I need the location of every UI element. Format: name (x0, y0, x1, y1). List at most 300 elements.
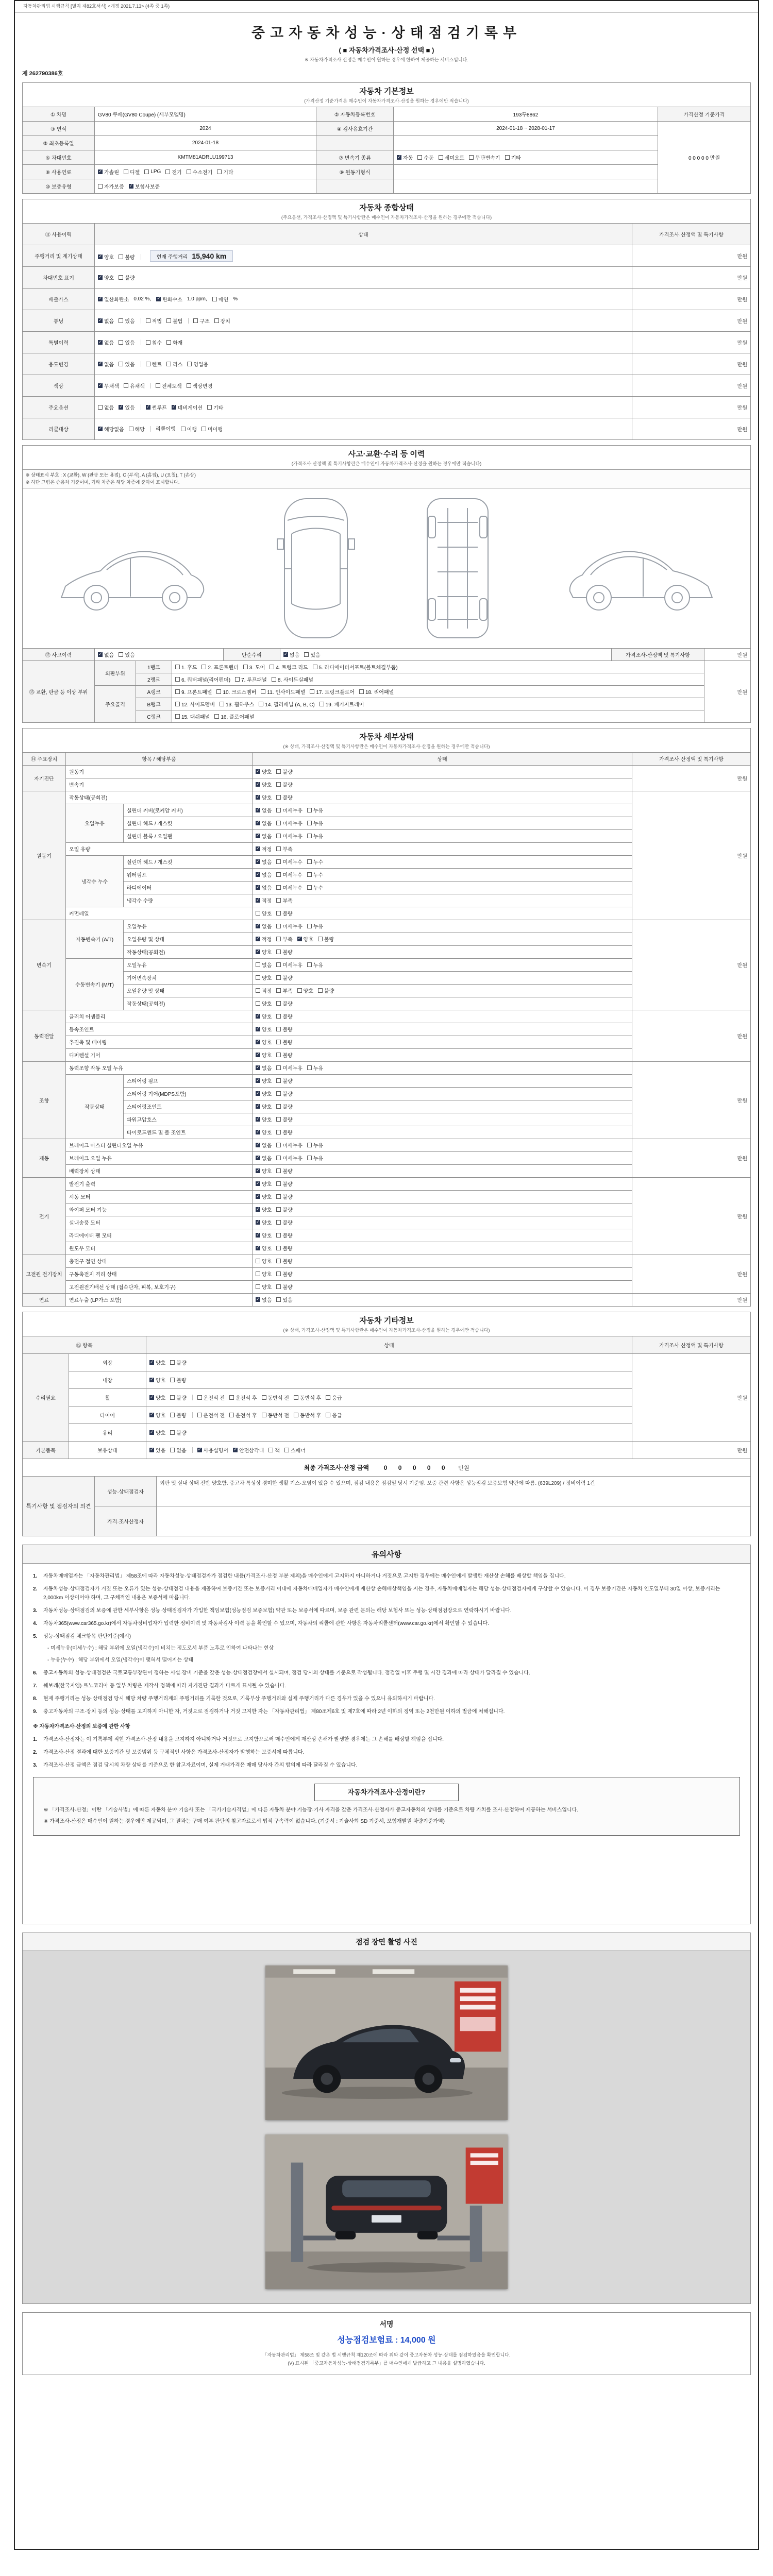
checkbox-option[interactable] (170, 1394, 186, 1401)
checkbox-option[interactable] (256, 1154, 272, 1162)
checkbox-option[interactable] (276, 1218, 292, 1226)
checkbox-option[interactable] (276, 1167, 292, 1175)
checkbox-box[interactable] (256, 1297, 260, 1302)
checkbox-box[interactable] (119, 405, 123, 410)
checkbox-box[interactable] (256, 988, 260, 993)
checkbox-option[interactable] (276, 819, 303, 827)
checkbox-box[interactable] (256, 859, 260, 864)
checkbox-box[interactable] (212, 297, 217, 301)
checkbox-box[interactable] (98, 170, 103, 174)
checkbox-option[interactable] (294, 1411, 321, 1419)
checkbox-option[interactable] (170, 1429, 186, 1436)
checkbox-option[interactable] (256, 768, 272, 775)
checkbox-option[interactable] (307, 961, 323, 969)
checkbox-box[interactable] (276, 1246, 281, 1250)
checkbox-box[interactable] (276, 821, 281, 825)
checkbox-option[interactable] (119, 651, 135, 658)
checkbox-box[interactable] (98, 383, 103, 388)
checkbox-option[interactable] (276, 1270, 292, 1278)
checkbox-option[interactable] (307, 858, 323, 866)
checkbox-option[interactable] (256, 961, 272, 969)
checkbox-option[interactable] (256, 1244, 272, 1252)
checkbox-box[interactable] (276, 1181, 281, 1186)
checkbox-box[interactable] (98, 427, 103, 431)
checkbox-option[interactable] (307, 832, 323, 840)
checkbox-box[interactable] (214, 714, 219, 719)
checkbox-box[interactable] (304, 652, 309, 657)
checkbox-option[interactable] (172, 403, 203, 411)
checkbox-option[interactable] (98, 425, 124, 433)
checkbox-option[interactable] (469, 154, 500, 161)
checkbox-box[interactable] (229, 1413, 234, 1417)
checkbox-box[interactable] (326, 1413, 330, 1417)
checkbox-option[interactable] (149, 1359, 165, 1366)
checkbox-option[interactable] (214, 713, 254, 720)
checkbox-option[interactable] (170, 1359, 186, 1366)
checkbox-option[interactable] (256, 1103, 272, 1110)
checkbox-option[interactable] (256, 832, 272, 840)
checkbox-box[interactable] (276, 1233, 281, 1238)
checkbox-box[interactable] (256, 872, 260, 877)
checkbox-box[interactable] (256, 795, 260, 800)
checkbox-option[interactable] (262, 1411, 289, 1419)
checkbox-option[interactable] (276, 832, 303, 840)
checkbox-option[interactable] (310, 688, 355, 696)
checkbox-option[interactable] (276, 884, 303, 891)
checkbox-box[interactable] (276, 1014, 281, 1019)
checkbox-box[interactable] (187, 362, 192, 366)
checkbox-option[interactable] (256, 858, 272, 866)
checkbox-box[interactable] (307, 885, 312, 890)
checkbox-option[interactable] (307, 819, 323, 827)
checkbox-option[interactable] (256, 974, 272, 981)
checkbox-option[interactable] (144, 169, 161, 175)
checkbox-box[interactable] (256, 1091, 260, 1096)
checkbox-option[interactable] (166, 338, 182, 346)
checkbox-option[interactable] (217, 168, 233, 176)
checkbox-box[interactable] (98, 652, 103, 657)
checkbox-box[interactable] (261, 689, 265, 694)
checkbox-box[interactable] (276, 1078, 281, 1083)
checkbox-box[interactable] (256, 1259, 260, 1263)
checkbox-box[interactable] (98, 340, 103, 345)
checkbox-box[interactable] (129, 184, 133, 189)
checkbox-option[interactable] (318, 935, 334, 943)
checkbox-box[interactable] (276, 1284, 281, 1289)
checkbox-box[interactable] (201, 665, 206, 669)
checkbox-option[interactable] (212, 295, 228, 303)
checkbox-box[interactable] (170, 1395, 175, 1400)
checkbox-box[interactable] (307, 859, 312, 864)
checkbox-box[interactable] (170, 1448, 175, 1452)
checkbox-box[interactable] (276, 1040, 281, 1044)
checkbox-box[interactable] (256, 885, 260, 890)
checkbox-box[interactable] (256, 1156, 260, 1160)
checkbox-box[interactable] (256, 821, 260, 825)
checkbox-box[interactable] (149, 1413, 154, 1417)
checkbox-box[interactable] (320, 702, 324, 706)
checkbox-box[interactable] (276, 846, 281, 851)
checkbox-box[interactable] (149, 1448, 154, 1452)
checkbox-option[interactable] (256, 793, 272, 801)
checkbox-box[interactable] (505, 155, 510, 160)
checkbox-box[interactable] (276, 1065, 281, 1070)
checkbox-box[interactable] (256, 911, 260, 916)
checkbox-box[interactable] (318, 988, 323, 993)
checkbox-option[interactable] (119, 338, 135, 346)
checkbox-option[interactable] (187, 168, 213, 176)
checkbox-box[interactable] (276, 1297, 281, 1302)
checkbox-box[interactable] (256, 1194, 260, 1199)
checkbox-option[interactable] (326, 1394, 342, 1401)
checkbox-box[interactable] (98, 255, 103, 259)
checkbox-option[interactable] (256, 999, 272, 1007)
checkbox-box[interactable] (197, 1395, 202, 1400)
checkbox-box[interactable] (175, 702, 180, 706)
checkbox-box[interactable] (297, 937, 302, 941)
checkbox-box[interactable] (262, 1413, 266, 1417)
checkbox-box[interactable] (270, 665, 274, 669)
checkbox-box[interactable] (119, 255, 123, 259)
checkbox-box[interactable] (256, 1078, 260, 1083)
checkbox-box[interactable] (256, 1284, 260, 1289)
checkbox-box[interactable] (175, 689, 180, 694)
checkbox-option[interactable] (256, 1051, 272, 1059)
checkbox-option[interactable] (256, 1296, 272, 1303)
checkbox-option[interactable] (166, 317, 182, 325)
checkbox-option[interactable] (197, 1411, 225, 1419)
checkbox-box[interactable] (276, 962, 281, 967)
checkbox-box[interactable] (256, 769, 260, 774)
checkbox-option[interactable] (235, 675, 267, 683)
checkbox-option[interactable] (439, 154, 465, 161)
checkbox-option[interactable] (256, 1012, 272, 1020)
checkbox-box[interactable] (220, 702, 224, 706)
checkbox-option[interactable] (307, 884, 323, 891)
checkbox-box[interactable] (124, 170, 128, 174)
checkbox-option[interactable] (214, 317, 230, 325)
checkbox-box[interactable] (172, 405, 176, 410)
checkbox-option[interactable] (307, 922, 323, 930)
checkbox-option[interactable] (187, 382, 213, 389)
checkbox-box[interactable] (276, 1207, 281, 1212)
checkbox-option[interactable] (256, 1283, 272, 1291)
checkbox-option[interactable] (313, 663, 398, 671)
checkbox-option[interactable] (283, 651, 299, 658)
checkbox-option[interactable] (294, 1394, 321, 1401)
checkbox-option[interactable] (276, 1090, 292, 1097)
checkbox-box[interactable] (197, 1448, 202, 1452)
checkbox-option[interactable] (276, 1283, 292, 1291)
checkbox-option[interactable] (397, 154, 413, 161)
checkbox-box[interactable] (439, 155, 443, 160)
checkbox-box[interactable] (229, 1395, 234, 1400)
checkbox-option[interactable] (276, 1025, 292, 1033)
checkbox-box[interactable] (276, 937, 281, 941)
checkbox-box[interactable] (235, 677, 240, 682)
checkbox-box[interactable] (276, 1156, 281, 1160)
checkbox-option[interactable] (256, 845, 272, 853)
checkbox-box[interactable] (146, 362, 150, 366)
checkbox-option[interactable] (207, 403, 223, 411)
checkbox-option[interactable] (256, 1231, 272, 1239)
checkbox-option[interactable] (307, 1141, 323, 1149)
checkbox-box[interactable] (256, 1130, 260, 1134)
checkbox-box[interactable] (276, 769, 281, 774)
checkbox-option[interactable] (256, 948, 272, 956)
checkbox-box[interactable] (98, 318, 103, 323)
checkbox-box[interactable] (166, 362, 171, 366)
checkbox-option[interactable] (276, 1154, 303, 1162)
checkbox-option[interactable] (98, 274, 114, 281)
checkbox-option[interactable] (256, 922, 272, 930)
checkbox-box[interactable] (156, 383, 160, 388)
checkbox-box[interactable] (156, 297, 161, 301)
checkbox-option[interactable] (193, 317, 209, 325)
checkbox-box[interactable] (256, 1272, 260, 1276)
checkbox-box[interactable] (256, 846, 260, 851)
checkbox-box[interactable] (181, 427, 186, 431)
checkbox-box[interactable] (119, 275, 123, 280)
checkbox-box[interactable] (256, 950, 260, 954)
checkbox-box[interactable] (144, 170, 149, 174)
checkbox-box[interactable] (276, 1117, 281, 1122)
checkbox-option[interactable] (276, 896, 292, 904)
checkbox-option[interactable] (175, 700, 215, 708)
checkbox-box[interactable] (276, 1220, 281, 1225)
checkbox-option[interactable] (256, 806, 272, 814)
checkbox-box[interactable] (98, 405, 103, 410)
checkbox-box[interactable] (359, 689, 364, 694)
checkbox-option[interactable] (165, 168, 181, 176)
checkbox-box[interactable] (256, 1053, 260, 1057)
checkbox-box[interactable] (276, 1272, 281, 1276)
checkbox-option[interactable] (175, 713, 210, 720)
checkbox-option[interactable] (98, 360, 114, 368)
checkbox-box[interactable] (318, 937, 323, 941)
checkbox-option[interactable] (98, 651, 114, 658)
checkbox-option[interactable] (149, 1411, 165, 1419)
checkbox-option[interactable] (149, 1394, 165, 1401)
checkbox-box[interactable] (217, 170, 222, 174)
checkbox-option[interactable] (307, 806, 323, 814)
checkbox-option[interactable] (261, 688, 305, 696)
checkbox-box[interactable] (216, 689, 221, 694)
checkbox-option[interactable] (276, 768, 292, 775)
checkbox-box[interactable] (256, 1143, 260, 1147)
checkbox-box[interactable] (98, 362, 103, 366)
checkbox-option[interactable] (276, 781, 292, 788)
checkbox-option[interactable] (304, 651, 320, 658)
checkbox-box[interactable] (256, 1027, 260, 1031)
checkbox-option[interactable] (276, 935, 292, 943)
checkbox-box[interactable] (276, 859, 281, 864)
checkbox-box[interactable] (397, 155, 401, 160)
checkbox-box[interactable] (256, 898, 260, 903)
checkbox-option[interactable] (320, 700, 364, 708)
checkbox-box[interactable] (276, 898, 281, 903)
checkbox-option[interactable] (272, 675, 313, 683)
checkbox-option[interactable] (124, 382, 145, 389)
checkbox-box[interactable] (307, 1065, 312, 1070)
checkbox-box[interactable] (313, 665, 317, 669)
checkbox-box[interactable] (256, 1207, 260, 1212)
checkbox-option[interactable] (276, 871, 303, 878)
checkbox-option[interactable] (276, 806, 303, 814)
checkbox-box[interactable] (272, 677, 276, 682)
checkbox-option[interactable] (256, 1077, 272, 1084)
checkbox-box[interactable] (166, 318, 171, 323)
checkbox-box[interactable] (256, 937, 260, 941)
checkbox-box[interactable] (119, 362, 123, 366)
checkbox-box[interactable] (294, 1413, 298, 1417)
checkbox-box[interactable] (243, 665, 248, 669)
checkbox-box[interactable] (256, 1065, 260, 1070)
checkbox-box[interactable] (149, 1395, 154, 1400)
checkbox-option[interactable] (129, 425, 145, 433)
checkbox-option[interactable] (276, 1193, 292, 1200)
checkbox-box[interactable] (276, 950, 281, 954)
checkbox-option[interactable] (276, 999, 292, 1007)
checkbox-option[interactable] (276, 948, 292, 956)
checkbox-box[interactable] (149, 1360, 154, 1365)
checkbox-option[interactable] (505, 154, 521, 161)
checkbox-box[interactable] (256, 834, 260, 838)
checkbox-option[interactable] (276, 1064, 303, 1072)
checkbox-option[interactable] (276, 922, 303, 930)
checkbox-option[interactable] (220, 700, 254, 708)
checkbox-option[interactable] (256, 1115, 272, 1123)
checkbox-option[interactable] (201, 663, 238, 671)
checkbox-option[interactable] (256, 1218, 272, 1226)
checkbox-option[interactable] (98, 338, 114, 346)
checkbox-option[interactable] (197, 1394, 225, 1401)
checkbox-box[interactable] (262, 1395, 266, 1400)
checkbox-option[interactable] (276, 845, 292, 853)
checkbox-box[interactable] (276, 924, 281, 928)
checkbox-box[interactable] (124, 383, 128, 388)
checkbox-option[interactable] (170, 1376, 186, 1384)
checkbox-box[interactable] (276, 1053, 281, 1057)
checkbox-option[interactable] (201, 425, 223, 433)
checkbox-option[interactable] (256, 896, 272, 904)
checkbox-option[interactable] (284, 1446, 306, 1454)
checkbox-box[interactable] (256, 1233, 260, 1238)
checkbox-box[interactable] (276, 1143, 281, 1147)
checkbox-option[interactable] (119, 274, 135, 281)
checkbox-box[interactable] (256, 962, 260, 967)
checkbox-option[interactable] (149, 1446, 165, 1454)
checkbox-option[interactable] (187, 360, 208, 368)
checkbox-option[interactable] (256, 1038, 272, 1046)
checkbox-option[interactable] (276, 1141, 303, 1149)
checkbox-option[interactable] (270, 663, 308, 671)
checkbox-box[interactable] (214, 318, 219, 323)
checkbox-option[interactable] (98, 295, 129, 303)
checkbox-option[interactable] (276, 974, 292, 981)
checkbox-box[interactable] (175, 677, 180, 682)
checkbox-box[interactable] (276, 1091, 281, 1096)
checkbox-option[interactable] (318, 987, 334, 994)
checkbox-box[interactable] (256, 808, 260, 812)
checkbox-box[interactable] (98, 297, 103, 301)
checkbox-option[interactable] (276, 1051, 292, 1059)
checkbox-box[interactable] (307, 962, 312, 967)
checkbox-box[interactable] (256, 1104, 260, 1109)
checkbox-option[interactable] (276, 1077, 292, 1084)
checkbox-box[interactable] (294, 1395, 298, 1400)
checkbox-option[interactable] (146, 403, 167, 411)
checkbox-option[interactable] (256, 871, 272, 878)
checkbox-option[interactable] (243, 663, 265, 671)
checkbox-option[interactable] (417, 154, 433, 161)
checkbox-box[interactable] (276, 885, 281, 890)
checkbox-option[interactable] (175, 663, 197, 671)
checkbox-option[interactable] (129, 182, 160, 190)
checkbox-option[interactable] (276, 987, 292, 994)
checkbox-option[interactable] (359, 688, 394, 696)
checkbox-box[interactable] (256, 1001, 260, 1006)
checkbox-box[interactable] (307, 1156, 312, 1160)
checkbox-option[interactable] (276, 1103, 292, 1110)
checkbox-box[interactable] (276, 1001, 281, 1006)
checkbox-option[interactable] (256, 935, 272, 943)
checkbox-option[interactable] (276, 961, 303, 969)
checkbox-option[interactable] (175, 675, 230, 683)
checkbox-option[interactable] (229, 1411, 257, 1419)
checkbox-box[interactable] (326, 1395, 330, 1400)
checkbox-box[interactable] (276, 1130, 281, 1134)
checkbox-box[interactable] (175, 665, 180, 669)
checkbox-box[interactable] (207, 405, 212, 410)
checkbox-box[interactable] (193, 318, 198, 323)
checkbox-box[interactable] (276, 1104, 281, 1109)
checkbox-option[interactable] (276, 793, 292, 801)
checkbox-box[interactable] (170, 1360, 175, 1365)
checkbox-option[interactable] (297, 987, 313, 994)
checkbox-option[interactable] (276, 1257, 292, 1265)
checkbox-box[interactable] (119, 318, 123, 323)
checkbox-option[interactable] (119, 317, 135, 325)
checkbox-box[interactable] (297, 988, 302, 993)
checkbox-option[interactable] (256, 1206, 272, 1213)
checkbox-option[interactable] (170, 1446, 186, 1454)
checkbox-option[interactable] (256, 1257, 272, 1265)
checkbox-option[interactable] (156, 295, 182, 303)
checkbox-option[interactable] (149, 1376, 165, 1384)
checkbox-box[interactable] (256, 1040, 260, 1044)
checkbox-box[interactable] (233, 1448, 238, 1452)
checkbox-option[interactable] (256, 1090, 272, 1097)
checkbox-box[interactable] (307, 1143, 312, 1147)
checkbox-box[interactable] (119, 340, 123, 345)
checkbox-option[interactable] (175, 688, 212, 696)
checkbox-box[interactable] (201, 427, 206, 431)
checkbox-box[interactable] (256, 975, 260, 980)
checkbox-box[interactable] (146, 405, 150, 410)
checkbox-box[interactable] (268, 1448, 273, 1452)
checkbox-box[interactable] (256, 924, 260, 928)
checkbox-option[interactable] (268, 1446, 280, 1454)
checkbox-box[interactable] (146, 318, 150, 323)
checkbox-option[interactable] (256, 884, 272, 891)
checkbox-option[interactable] (256, 1128, 272, 1136)
checkbox-option[interactable] (98, 382, 119, 389)
checkbox-option[interactable] (307, 871, 323, 878)
checkbox-box[interactable] (276, 1259, 281, 1263)
checkbox-option[interactable] (276, 1180, 292, 1188)
checkbox-option[interactable] (216, 688, 256, 696)
